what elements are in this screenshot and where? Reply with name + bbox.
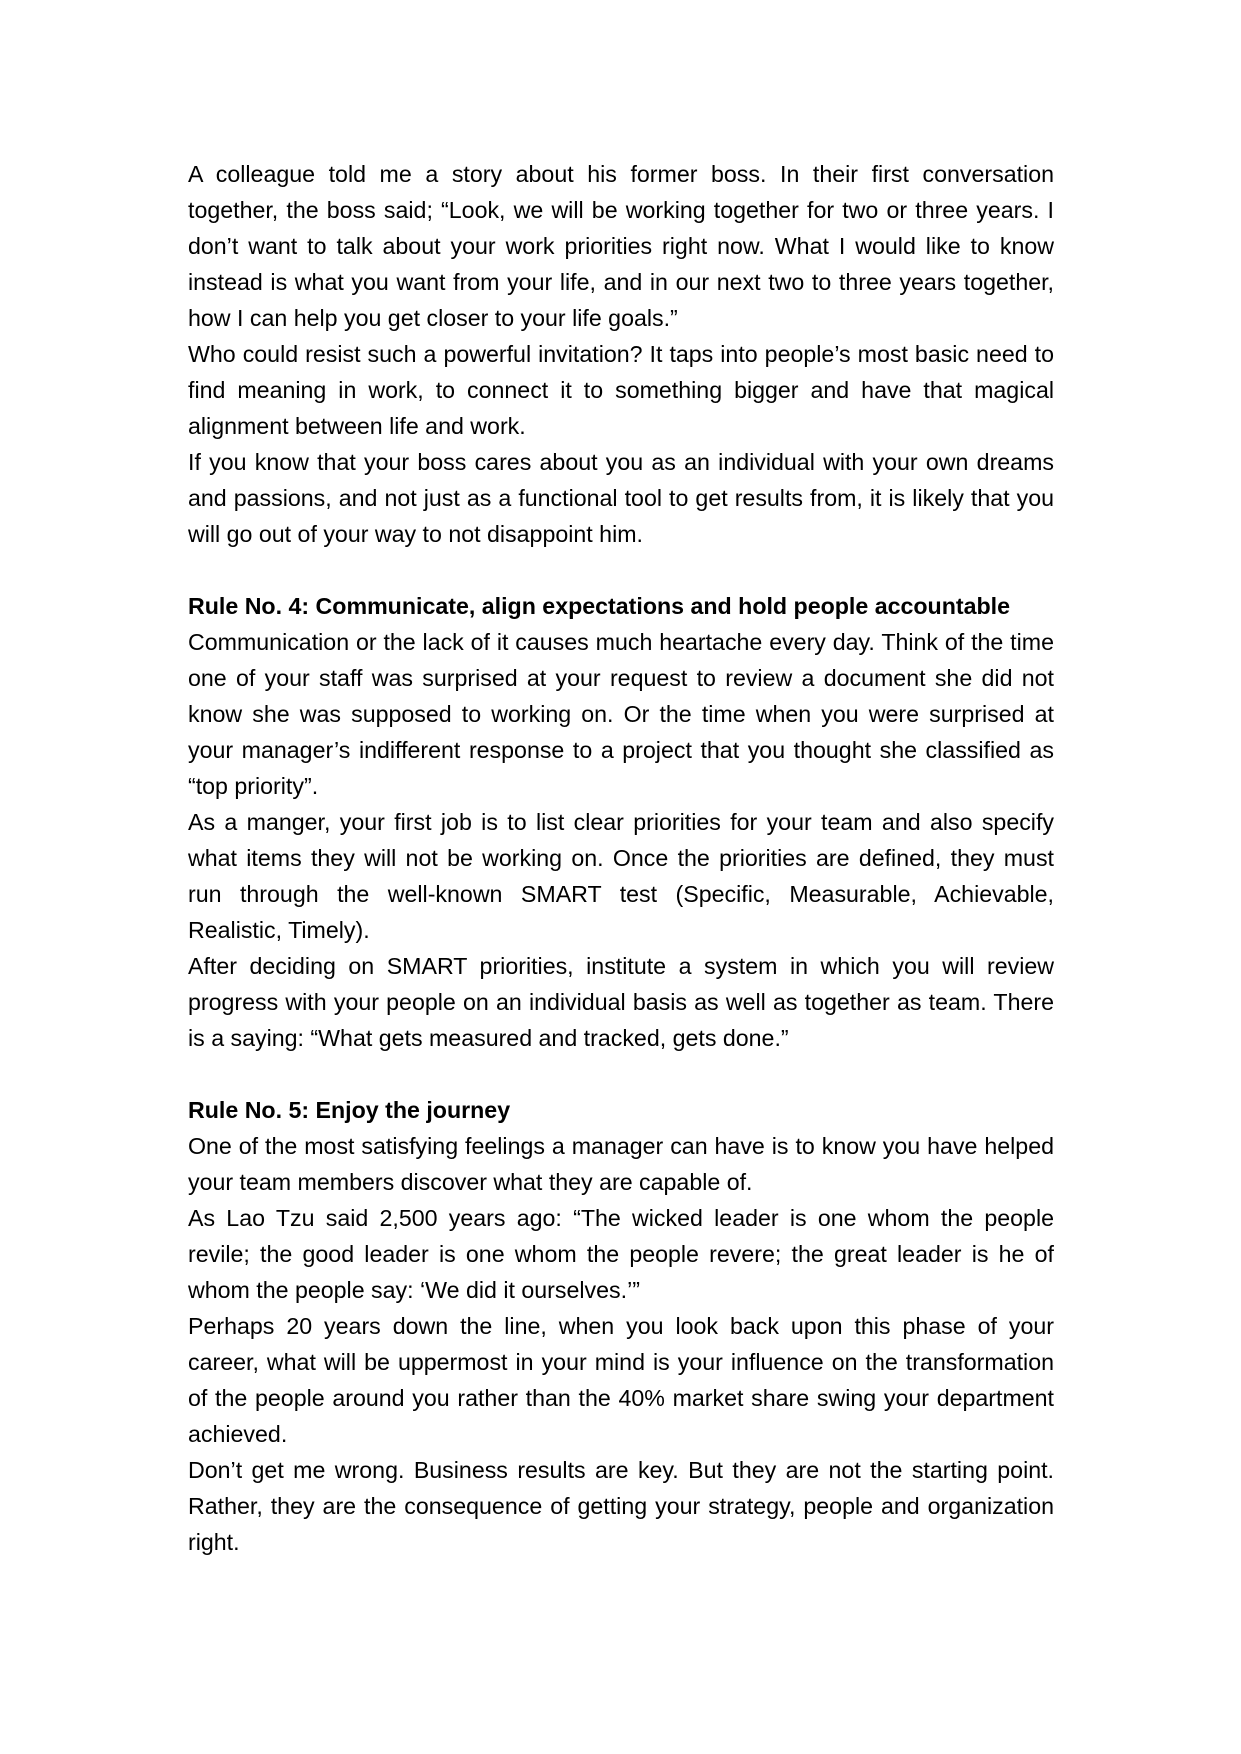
rule-4-paragraph-2: As a manger, your first job is to list clear priorities for your team and also specify what items they will not be working on. Once the priorities are defined, they must run through the well-known SMART test (Specific, Measurable, Achievable, Realistic, Timely). (188, 809, 1054, 943)
rule-4-paragraph-3: After deciding on SMART priorities, institute a system in which you will review progress with your people on an individual basis as well as together as team. There is a saying: “What gets measured and tracked, gets done.” (188, 953, 1054, 1051)
rule-5-section (188, 1092, 1054, 1560)
section-spacer (188, 1056, 1054, 1092)
rule-5-paragraph-2: As Lao Tzu said 2,500 years ago: “The wicked leader is one whom the people revile; the good leader is one whom the people revere; the great leader is he of whom the people say: ‘We did it ourselves.’” (188, 1205, 1054, 1303)
intro-paragraph-3: If you know that your boss cares about you as an individual with your own dreams and passions, and not just as a functional tool to get results from, it is likely that you will go out of your way to not disappoint him. (188, 449, 1054, 547)
intro-paragraph-1: A colleague told me a story about his former boss. In their first conversation together, the boss said; “Look, we will be working together for two or three years. I don’t want to talk about your work priorities right now. What I would like to know instead is what you want from your life, and in our next two to three years together, how I can help you get closer to your life goals.” (188, 161, 1054, 331)
rule-4-paragraph-1: Communication or the lack of it causes much heartache every day. Think of the time one of your staff was surprised at your request to review a document she did not know she was supposed to working on. Or the time when you were surprised at your manager’s indifferent response to a project that you thought she classified as “top priority”. (188, 629, 1054, 799)
rule-4-section (188, 588, 1054, 1056)
rule-5-paragraph-3: Perhaps 20 years down the line, when you look back upon this phase of your career, what will be uppermost in your mind is your influence on the transformation of the people around you rather than the 40% market share swing your department achieved. (188, 1313, 1054, 1447)
intro-paragraph-2: Who could resist such a powerful invitation? It taps into people’s most basic need to find meaning in work, to connect it to something bigger and have that magical alignment between life and work. (188, 341, 1054, 439)
rule-5-paragraph-1: One of the most satisfying feelings a manager can have is to know you have helped your team members discover what they are capable of. (188, 1133, 1054, 1195)
rule-5-heading: Rule No. 5: Enjoy the journey (188, 1097, 511, 1123)
rule-4-heading: Rule No. 4: Communicate, align expectations and hold people accountable (188, 593, 1011, 619)
section-spacer (188, 552, 1054, 588)
intro-section (188, 156, 1054, 552)
rule-5-paragraph-4: Don’t get me wrong. Business results are key. But they are not the starting point. Rather, they are the consequence of getting your strategy, people and organization right. (188, 1457, 1054, 1555)
document-page (188, 156, 1054, 1560)
